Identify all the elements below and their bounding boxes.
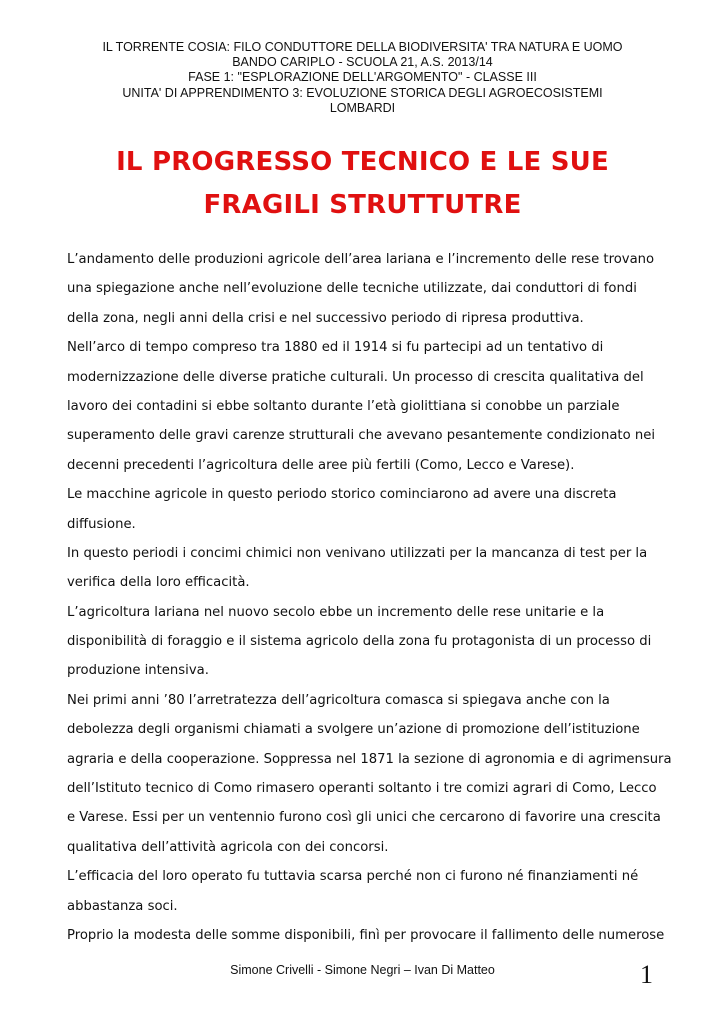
body-line: L’andamento delle produzioni agricole dell’area lariana e l’incremento delle rese trovano — [67, 252, 655, 267]
header-line: IL TORRENTE COSIA: FILO CONDUTTORE DELLA BIODIVERSITA' TRA NATURA E UOMO — [102, 40, 623, 54]
body-line: dell’Istituto tecnico di Como rimasero operanti soltanto i tre comizi agrari di Como, Lecco — [67, 781, 657, 797]
title-line: FRAGILI STRUTTUTRE — [203, 190, 522, 220]
body-line: Proprio la modesta delle somme disponibili, finì per provocare il fallimento delle numerose — [67, 927, 665, 943]
header-line: UNITA' DI APPRENDIMENTO 3: EVOLUZIONE STORICA DEGLI AGROECOSISTEMI — [122, 85, 603, 100]
page-number: 1 — [640, 960, 653, 989]
body-text — [67, 245, 672, 950]
body-line: e Varese. Essi per un ventennio furono così gli unici che cercarono di favorire una crescita — [67, 810, 661, 826]
body-line: verifica della loro efficacità. — [67, 575, 250, 591]
body-line: debolezza degli organismi chiamati a svolgere un’azione di promozione dell’istituzione — [67, 722, 640, 738]
body-line: agraria e della cooperazione. Soppressa nel 1871 la sezione di agronomia e di agrimensura — [67, 751, 672, 767]
document-header — [40, 40, 685, 116]
body-line: superamento delle gravi carenze strutturali che avevano pesantemente condizionato nei — [67, 428, 655, 444]
header-line: BANDO CARIPLO - SCUOLA 21, A.S. 2013/14 — [232, 55, 493, 70]
body-line: Nei primi anni ’80 l’arretratezza dell’agricoltura comasca si spiegava anche con la — [67, 692, 610, 708]
body-line: diffusione. — [67, 516, 136, 532]
body-line: qualitativa dell’attività agricola con dei concorsi. — [67, 839, 389, 855]
body-line: L’efficacia del loro operato fu tuttavia scarsa perché non ci furono né finanziamenti né — [67, 869, 639, 885]
page-title — [20, 141, 705, 227]
body-line: In questo periodi i concimi chimici non venivano utilizzati per la mancanza di test per la — [67, 545, 648, 561]
body-line: una spiegazione anche nell’evoluzione delle tecniche utilizzate, dai conduttori di fondi — [67, 281, 637, 297]
body-line: della zona, negli anni della crisi e nel successivo periodo di ripresa produttiva. — [67, 310, 584, 326]
body-line: Nell’arco di tempo compreso tra 1880 ed il 1914 si fu partecipi ad un tentativo di — [67, 340, 604, 356]
body-line: produzione intensiva. — [67, 663, 209, 679]
body-line: disponibilità di foraggio e il sistema agricolo della zona fu protagonista di un processo di — [67, 634, 652, 650]
title-line: IL PROGRESSO TECNICO E LE SUE — [116, 147, 609, 177]
body-line: modernizzazione delle diverse pratiche culturali. Un processo di crescita qualitativa del — [67, 369, 644, 385]
body-line: decenni precedenti l’agricoltura delle aree più fertili (Como, Lecco e Varese). — [67, 457, 575, 473]
body-line: L’agricoltura lariana nel nuovo secolo ebbe un incremento delle rese unitarie e la — [67, 604, 605, 620]
footer-authors: Simone Crivelli - Simone Negri – Ivan Di Matteo — [230, 963, 495, 977]
body-line: Le macchine agricole in questo periodo storico cominciarono ad avere una discreta — [67, 487, 617, 503]
body-line: abbastanza soci. — [67, 898, 178, 914]
body-line: lavoro dei contadini si ebbe soltanto durante l’età giolittiana si conobbe un parziale — [67, 398, 620, 414]
header-line: FASE 1: "ESPLORAZIONE DELL'ARGOMENTO" - CLASSE III — [188, 70, 537, 85]
header-line: LOMBARDI — [329, 100, 396, 115]
